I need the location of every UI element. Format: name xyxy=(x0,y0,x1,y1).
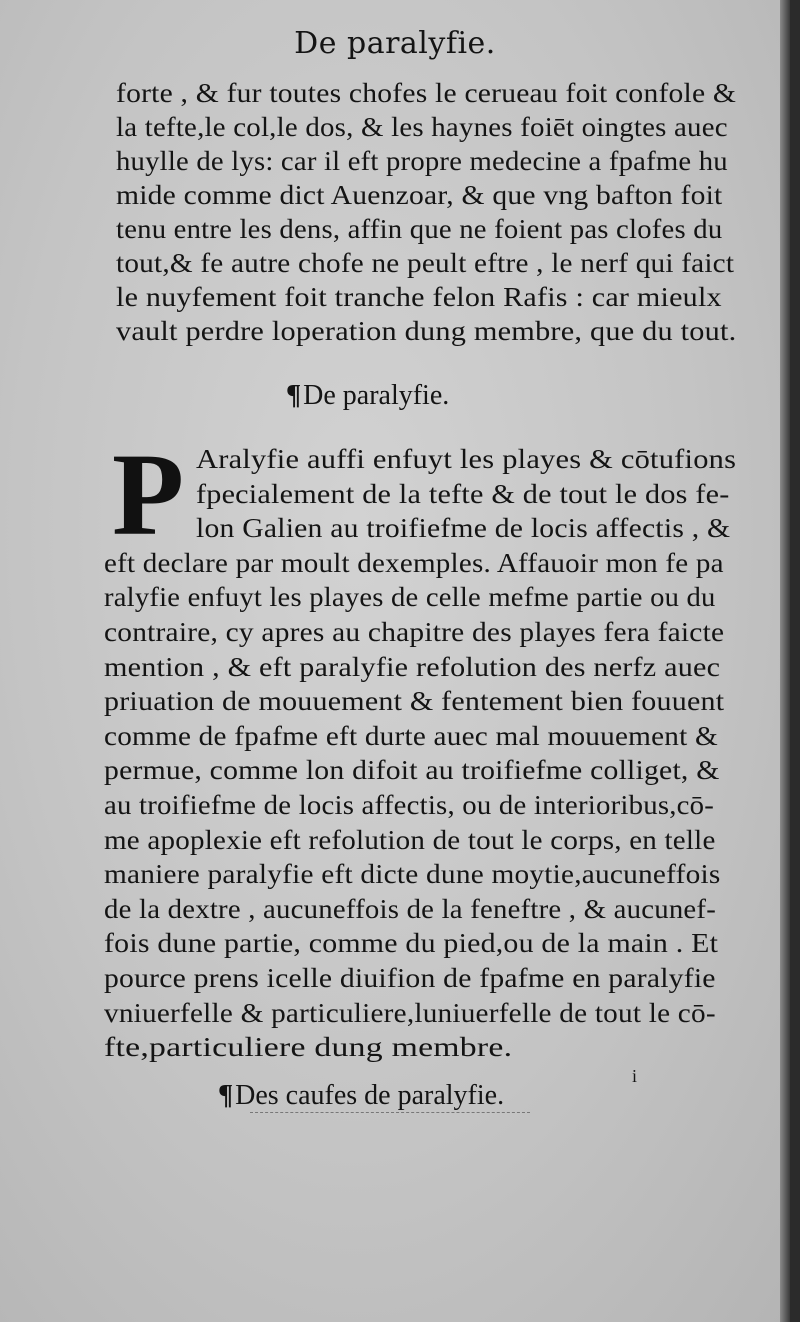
pilcrow-icon: ¶ xyxy=(218,1080,234,1111)
text-line: de la dextre , aucuneffois de la feneftre , & aucunef- xyxy=(104,893,717,924)
text-line: eft declare par moult dexemples. Affauoir mon fe pa xyxy=(104,547,724,578)
text-line: le nuyfement foit tranche felon Rafis : car mieulx xyxy=(116,282,722,312)
text-line: fte,particuliere dung membre. xyxy=(104,1032,513,1063)
text-line: vault perdre loperation dung membre, que du tout. xyxy=(116,316,737,346)
section-heading xyxy=(286,380,449,412)
signature-mark: i xyxy=(632,1066,638,1086)
text-line: priuation de mouuement & fentement bien fouuent xyxy=(104,686,725,717)
text-line: contraire, cy apres au chapitre des playes fera faicte xyxy=(104,617,725,647)
text-line: forte , & fur toutes chofes le cerueau foit confole & xyxy=(116,78,737,108)
text-line: lon Galien au troifiefme de locis affectis , & xyxy=(196,513,731,544)
text-line: mention , & eft paralyfie refolution des nerfz auec xyxy=(104,651,721,682)
text-line: Aralyfie auffi enfuyt les playes & cōtufions xyxy=(196,444,737,474)
text-line: au troifiefme de locis affectis, ou de interioribus,cō- xyxy=(104,790,715,820)
text-line: fpecialement de la tefte & de tout le dos fe- xyxy=(196,478,730,509)
running-head: De paralyfie. xyxy=(294,26,496,61)
text-line: comme de fpafme eft durte auec mal mouuement & xyxy=(104,720,718,751)
pilcrow-icon: ¶ xyxy=(286,380,302,411)
text-line: permue, comme lon difoit au troifiefme colliget, & xyxy=(104,755,720,786)
section-heading-next xyxy=(218,1080,504,1112)
text-line: tenu entre les dens, affin que ne foient pas clofes du xyxy=(116,214,723,244)
text-line: vniuerfelle & particuliere,luniuerfelle de tout le cō- xyxy=(104,997,716,1028)
text-line: me apoplexie eft refolution de tout le corps, en telle xyxy=(104,824,716,855)
drop-cap: P xyxy=(112,429,185,560)
text-line: la tefte,le col,le dos, & les haynes foiēt oingtes auec xyxy=(116,112,728,142)
underline-rule xyxy=(250,1112,530,1113)
section-heading-next-text: Des caufes de paralyfie. xyxy=(235,1080,505,1111)
text-line: maniere paralyfie eft dicte dune moytie,aucuneffois xyxy=(104,859,721,890)
text-line: pource prens icelle diuifion de fpafme en paralyfie xyxy=(104,963,716,993)
text-line: mide comme dict Auenzoar, & que vng bafton foit xyxy=(116,180,723,210)
page-edge-shadow xyxy=(780,0,790,1322)
text-line: huylle de lys: car il eft propre medecine a fpafme hu xyxy=(116,146,728,176)
text-line: fois dune partie, comme du pied,ou de la main . Et xyxy=(104,928,719,959)
text-line: tout,& fe autre chofe ne peult eftre , le nerf qui faict xyxy=(116,248,735,278)
text-line: ralyfie enfuyt les playes de celle mefme partie ou du xyxy=(104,582,716,613)
section-heading-text: De paralyfie. xyxy=(303,380,450,411)
